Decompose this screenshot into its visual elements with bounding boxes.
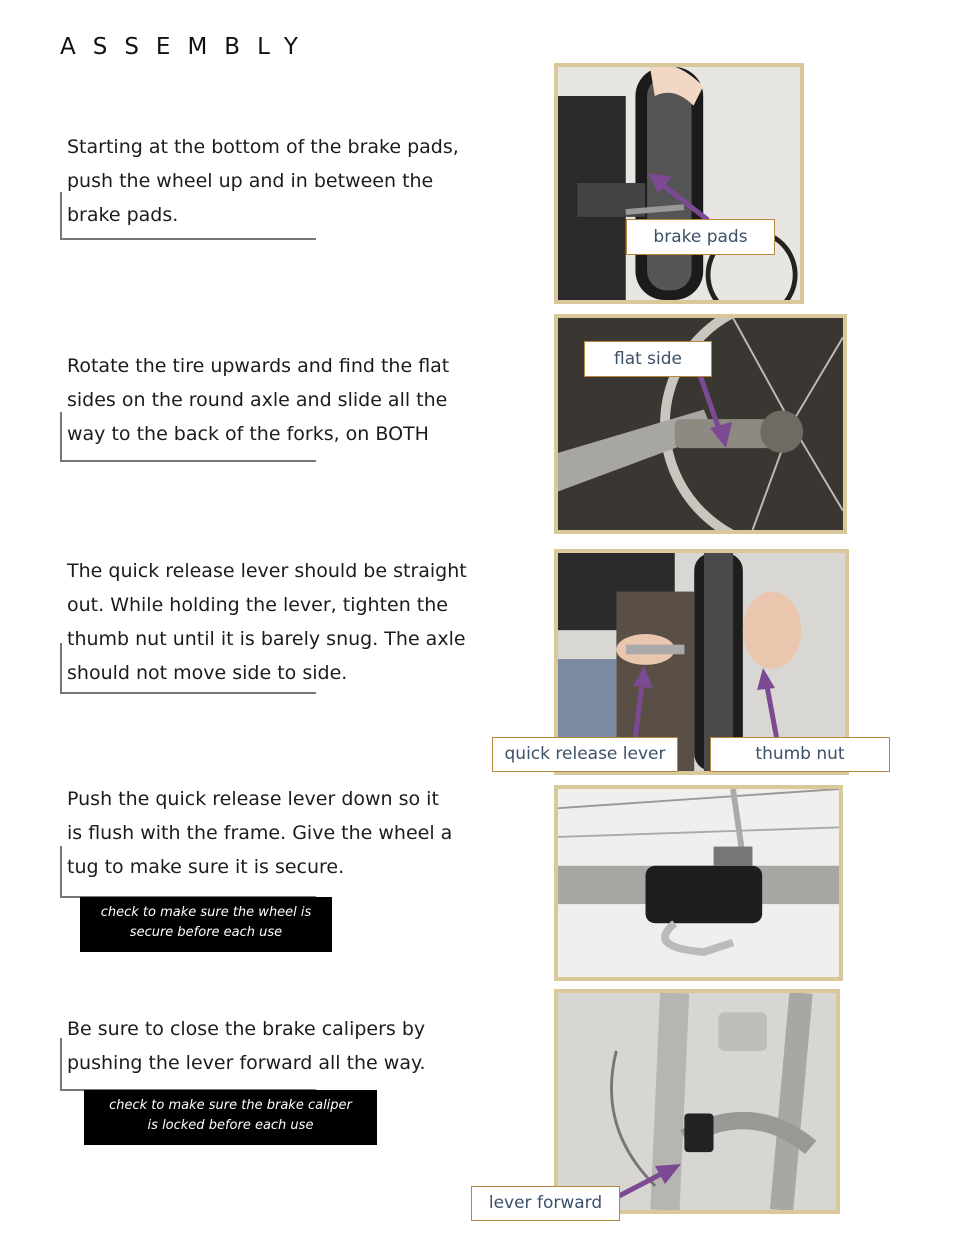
- step-2-bracket: [60, 412, 316, 462]
- step-5-line-2: pushing the lever forward all the way.: [67, 1052, 426, 1074]
- step-1-line-1: Starting at the bottom of the brake pads,: [67, 136, 459, 158]
- step-4-photo: [554, 785, 843, 981]
- step-5-arrow: [615, 1160, 685, 1200]
- step-4-line-3: tug to make sure it is secure.: [67, 856, 345, 878]
- step-4-warning-line-2: secure before each use: [129, 925, 283, 940]
- step-3-line-1: The quick release lever should be straight: [67, 560, 467, 582]
- step-2-line-3: way to the back of the forks, on BOTH: [67, 423, 429, 445]
- step-3-line-2: out. While holding the lever, tighten the: [67, 594, 448, 616]
- step-1-line-3: brake pads.: [67, 204, 179, 226]
- step-5-photo: [554, 989, 840, 1214]
- callout-brake-pads: brake pads: [626, 219, 775, 255]
- step-4-warning: [80, 897, 332, 952]
- step-3-line-3: thumb nut until it is barely snug. The axle: [67, 628, 466, 650]
- step-1-bracket: [60, 192, 316, 240]
- callout-quick-release-lever: quick release lever: [492, 737, 678, 772]
- page-title: ASSEMBLY: [60, 34, 315, 60]
- step-3-bracket: [60, 643, 316, 694]
- step-4-line-1: Push the quick release lever down so it: [67, 788, 439, 810]
- step-2-arrow: [690, 370, 740, 450]
- step-1-arrow: [640, 165, 720, 225]
- step-4-bracket: [60, 846, 316, 898]
- callout-flat-side: flat side: [584, 341, 712, 377]
- step-5-warning-line-1: check to make sure the brake caliper: [109, 1098, 352, 1113]
- step-3-arrow-right: [755, 666, 785, 742]
- step-4-warning-line-1: check to make sure the wheel is: [100, 905, 312, 920]
- step-5-warning: [84, 1090, 377, 1145]
- step-2-line-2: sides on the round axle and slide all the: [67, 389, 448, 411]
- step-2-line-1: Rotate the tire upwards and find the flat: [67, 355, 450, 377]
- step-5-bracket: [60, 1038, 316, 1091]
- callout-thumb-nut: thumb nut: [710, 737, 890, 772]
- step-1-line-2: push the wheel up and in between the: [67, 170, 434, 192]
- step-4-line-2: is flush with the frame. Give the wheel a: [67, 822, 453, 844]
- step-5-warning-line-2: is locked before each use: [147, 1118, 314, 1133]
- step-3-arrow-left: [625, 662, 655, 742]
- step-3-line-4: should not move side to side.: [67, 662, 348, 684]
- step-5-line-1: Be sure to close the brake calipers by: [67, 1018, 426, 1040]
- callout-lever-forward: lever forward: [471, 1186, 620, 1221]
